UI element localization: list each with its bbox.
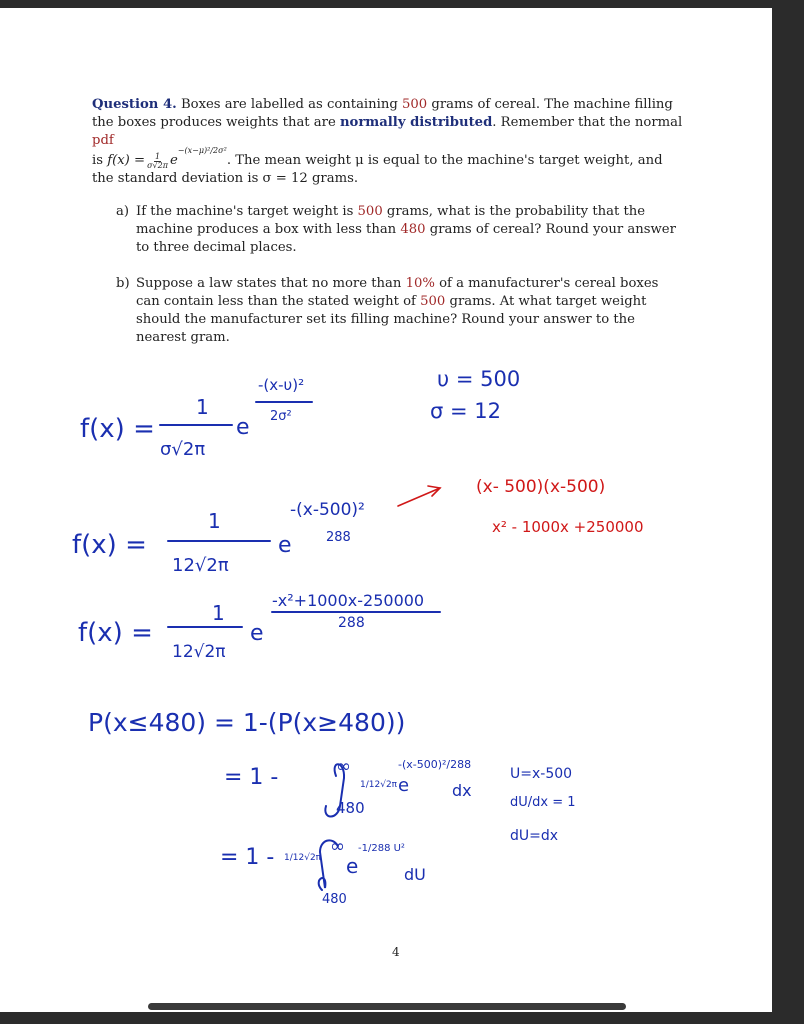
- part-a-text-2: grams, what is the probability that the machine produces a box with less than: [136, 204, 646, 237]
- line3-lhs: f(x) =: [78, 618, 153, 648]
- part-b-label: b): [116, 276, 130, 291]
- part-a-text-1: If the machine's target weight is: [136, 204, 354, 219]
- step2-exp: -1/288 U²: [358, 843, 405, 854]
- line3-e: e: [250, 621, 264, 646]
- line3-num: 1: [212, 601, 225, 625]
- step2-e: e: [346, 854, 359, 878]
- line1-num: 1: [196, 395, 209, 419]
- line1-e: e: [236, 415, 250, 440]
- red-expanded: x² - 1000x +250000: [492, 518, 644, 536]
- step1-frac: 1/12√2π: [360, 780, 398, 790]
- red-arrow: [398, 488, 440, 506]
- pdf-word: pdf: [92, 133, 114, 148]
- step2-du: dU: [404, 865, 426, 884]
- pdf-fraction-den: σ√2π: [147, 160, 168, 170]
- step1-dx: dx: [452, 781, 472, 800]
- line2-num: 1: [208, 509, 221, 533]
- line2-lhs: f(x) =: [72, 530, 147, 560]
- part-a-value-1: 500: [357, 204, 383, 219]
- sub-u: U=x-500: [510, 766, 573, 782]
- sub-differential: dU=dx: [510, 828, 559, 844]
- question-text-2: grams of cereal. The machine filling the boxes produces weights that are: [92, 97, 673, 130]
- line3-exp-den: 288: [338, 615, 365, 631]
- step2-lower: 480: [322, 892, 347, 907]
- part-b-text-1: Suppose a law states that no more than: [136, 276, 402, 291]
- red-expansion: (x- 500)(x-500): [476, 477, 606, 497]
- step1-lower: 480: [336, 799, 365, 817]
- line1-lhs: f(x) =: [80, 414, 155, 444]
- line1-den: σ√2π: [160, 439, 206, 460]
- pdf-exponent: −(x−μ)²/2σ²: [177, 146, 227, 155]
- sigma-value: σ = 12: [430, 399, 501, 423]
- mu-value: υ = 500: [437, 367, 521, 391]
- line2-exp-num: -(x-500)²: [290, 500, 365, 520]
- step2-prefix: = 1 -: [220, 845, 275, 870]
- horizontal-scrollbar[interactable]: [148, 1003, 626, 1010]
- pdf-fraction-num: 1: [154, 151, 161, 161]
- line2-den: 12√2π: [172, 555, 229, 576]
- step2-frac: 1/12√2π: [284, 853, 322, 863]
- question-label: Question 4.: [92, 97, 177, 112]
- part-a-value-2: 480: [400, 222, 426, 237]
- probability-statement: P(x≤480) = 1-(P(x≥480)): [88, 708, 406, 737]
- step2-upper: ∞: [330, 836, 345, 857]
- step1-prefix: = 1 -: [224, 765, 279, 790]
- fx-label: f(x) =: [107, 153, 146, 168]
- step1-e: e: [398, 775, 410, 796]
- question-grams-value: 500: [402, 97, 428, 112]
- sub-derivative: dU/dx = 1: [510, 795, 576, 810]
- part-b-text-3: grams. At what target weight should the manufacturer set its filling machine? Round your answer to the nearest gram.: [136, 294, 647, 345]
- bottom-frame: [0, 1012, 804, 1024]
- line1-exp-num: -(x-υ)²: [258, 376, 305, 394]
- line3-den: 12√2π: [172, 642, 226, 662]
- normal-emphasis: normally distributed: [339, 115, 493, 130]
- pdf-formula: f(x) = $\frac{1}{\sigma√2\pi}$ e −(x−μ)²/2σ²: [107, 152, 227, 170]
- part-a-text-3: grams of cereal? Round your answer to three decimal places.: [136, 222, 676, 255]
- question-text-3: . Remember that the normal: [492, 115, 683, 130]
- part-a-label: a): [116, 204, 130, 219]
- is-word: is: [92, 153, 103, 168]
- step1-exp: -(x-500)²/288: [398, 758, 472, 771]
- line3-exp-num: -x²+1000x-250000: [272, 591, 425, 610]
- question-text-1: Boxes are labelled as containing: [180, 97, 398, 112]
- part-b-value-1: 10%: [405, 276, 435, 291]
- part-b-value-2: 500: [420, 294, 446, 309]
- line2-e: e: [278, 533, 292, 558]
- right-frame: [772, 0, 804, 1024]
- line2-exp-den: 288: [326, 530, 351, 545]
- step1-upper: ∞: [336, 756, 351, 777]
- question-text-4: . The mean weight μ is equal to the machine's target weight, and the standard deviation is σ = 12 grams.: [92, 153, 663, 186]
- line1-exp-den: 2σ²: [270, 409, 292, 424]
- part-b-text-2: of a manufacturer's cereal boxes can contain less than the stated weight of: [136, 276, 659, 309]
- page-number: 4: [392, 945, 400, 959]
